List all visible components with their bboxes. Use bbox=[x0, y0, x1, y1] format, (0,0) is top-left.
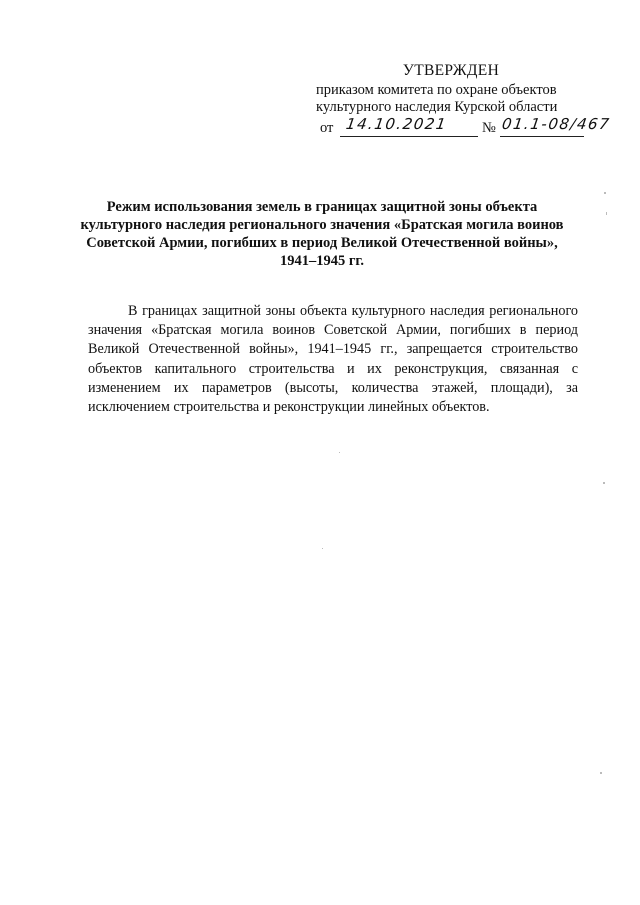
approval-date-number-row bbox=[316, 114, 616, 140]
number-underline bbox=[500, 136, 584, 137]
number-handwritten: 01.1-08/467 bbox=[500, 114, 612, 133]
approval-authority-line: культурного наследия Курской области bbox=[316, 99, 558, 115]
approval-title: УТВЕРЖДЕН bbox=[402, 62, 500, 79]
scan-speck bbox=[339, 452, 340, 453]
body-paragraph: В границах защитной зоны объекта культурного наследия регионального значения «Братская могила воинов Советской Армии, погибших в период Великой Отечественной войны», 1941–1945 гг., запрещается строительство объектов капитального строительства и их реконструкция, связанная с изменением их параметров (высоты, количества этажей, площади), за исключением строительства и реконструкции линейных объектов. bbox=[88, 303, 578, 416]
document-heading: Режим использования земель в границах защитной зоны объекта культурного наследия регионального значения «Братская могила воинов Советской Армии, погибших в период Великой Отечественной войны», 1941–1945 гг. bbox=[80, 199, 564, 269]
scan-speck bbox=[604, 192, 606, 194]
date-handwritten: 14.10.2021 bbox=[344, 114, 449, 133]
scan-speck bbox=[606, 212, 607, 215]
scan-speck bbox=[603, 482, 605, 484]
date-underline bbox=[340, 136, 478, 137]
number-prefix: № bbox=[482, 119, 496, 136]
approval-order-line: приказом комитета по охране объектов bbox=[316, 81, 557, 98]
scan-speck bbox=[600, 772, 602, 774]
approval-block bbox=[316, 62, 616, 140]
date-prefix: от bbox=[320, 119, 334, 136]
scan-speck bbox=[322, 548, 323, 549]
